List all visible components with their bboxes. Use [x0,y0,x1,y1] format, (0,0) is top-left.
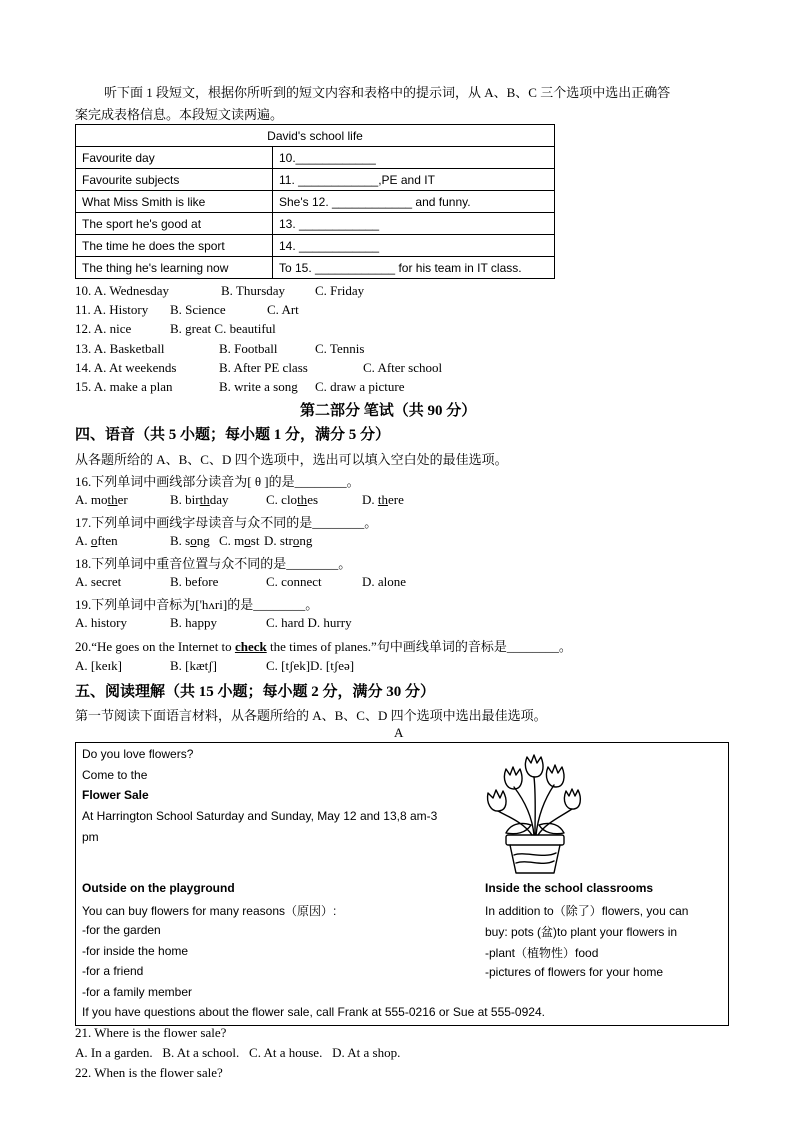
left-item: -for a family member [82,985,193,999]
question-17: 17.下列单词中画线字母读音与众不同的是________。 [75,515,378,530]
option-c: C. Tennis [315,341,365,356]
option-a: 11. A. History [75,302,149,317]
left-item: -for a friend [82,964,144,978]
ad-line1: Do you love flowers? [82,747,194,761]
q19-option-b: B. happy [170,615,217,630]
q17-option-d: D. strong [264,533,313,548]
row-value: To 15. ____________ for his team in IT class. [273,257,555,279]
option-c: C. After school [363,360,443,375]
left-item: You can buy flowers for many reasons（原因）: [82,904,337,918]
table-row [76,169,555,191]
option-c: C. draw a picture [315,379,405,394]
row-label: Favourite day [76,147,273,169]
option-b: B. After PE class [219,360,308,375]
option-a: 10. A. Wednesday [75,283,170,298]
option-b: B. Thursday [221,283,286,298]
reading-instruction: 第一节阅读下面语言材料，从各题所给的 A、B、C、D 四个选项中选出最佳选项。 [75,708,547,723]
part2-title: 第二部分 笔试（共 90 分） [300,403,477,419]
q18-option-b: B. before [170,574,219,589]
q20-option-b: B. [kætʃ] [170,658,217,673]
left-item: -for the garden [82,923,161,937]
option-b: B. write a song [219,379,298,394]
option-b: B. Science [170,302,226,317]
table-row [76,191,555,213]
question-19: 19.下列单词中音标为['hʌri]的是________。 [75,597,319,612]
question-18: 18.下列单词中重音位置与众不同的是________。 [75,556,352,571]
row-label: Favourite subjects [76,169,273,191]
potted-flowers-icon [484,745,584,877]
q16-option-b: B. birthday [170,492,229,507]
question-16: 16.下列单词中画线部分读音为[ θ ]的是________。 [75,474,360,489]
table-row [76,213,555,235]
row-value: 14. ____________ [273,235,555,257]
question-22: 22. When is the flower sale? [75,1065,223,1080]
phonetics-instruction: 从各题所给的 A、B、C、D 四个选项中，选出可以填入空白处的最佳选项。 [75,452,508,467]
q20-option-c: C. [tʃek]D. [tʃeə] [266,658,355,673]
reading-heading: 五、阅读理解（共 15 小题；每小题 2 分，满分 30 分） [75,684,436,700]
q18-option-c: C. connect [266,574,322,589]
ad-line4: pm [82,830,99,844]
ad-contact: If you have questions about the flower sale, call Frank at 555-0216 or Sue at 555-0924. [82,1005,545,1019]
q19-option-a: A. history [75,615,127,630]
row-value: 13. ____________ [273,213,555,235]
row-label: The time he does the sport [76,235,273,257]
row-value: 10.____________ [273,147,555,169]
listening-table [75,124,555,279]
ad-line3: At Harrington School Saturday and Sunday, May 12 and 13,8 am-3 [82,809,438,823]
ad-title: Flower Sale [82,788,149,802]
q17-option-b: B. song [170,533,210,548]
q17-option-a: A. often [75,533,118,548]
table-title: David's school life [76,125,555,147]
option-c: C. Friday [315,283,365,298]
row-value: She's 12. ____________ and funny. [273,191,555,213]
left-item: -for inside the home [82,944,189,958]
table-row [76,257,555,279]
option-a: 15. A. make a plan [75,379,173,394]
row-label: What Miss Smith is like [76,191,273,213]
q19-option-c: C. hard D. hurry [266,615,352,630]
underlined-word: check [234,639,267,654]
q16-option-a: A. mother [75,492,128,507]
right-item: buy: pots (盆)to plant your flowers in [485,925,678,939]
row-label: The thing he's learning now [76,257,273,279]
row-value: 11. ____________,PE and IT [273,169,555,191]
flower-sale-ad [75,742,729,1026]
option-c: C. Art [267,302,299,317]
listening-instruction-line1: 听下面 1 段短文，根据你所听到的短文内容和表格中的提示词，从 A、B、C 三个选项中选出正确答 [104,85,671,100]
q18-option-a: A. secret [75,574,122,589]
q20-option-a: A. [keɪk] [75,658,122,673]
left-column-heading: Outside on the playground [82,881,235,895]
q18-option-d: D. alone [362,574,407,589]
phonetics-heading: 四、语音（共 5 小题；每小题 1 分，满分 5 分） [75,427,391,443]
option-a: 12. A. nice [75,321,132,336]
option-b: B. Football [219,341,278,356]
listening-instruction-line2: 案完成表格信息。本段短文读两遍。 [75,107,284,122]
right-item: -plant（植物性）food [485,946,599,960]
passage-label: A [394,725,404,740]
right-item: In addition to（除了）flowers, you can [485,904,689,918]
right-column-heading: Inside the school classrooms [485,881,654,895]
option-b: B. great C. beautiful [170,321,276,336]
option-a: 14. A. At weekends [75,360,177,375]
table-row [76,235,555,257]
right-item: -pictures of flowers for your home [485,965,664,979]
question-20: 20.“He goes on the Internet to check the times of planes.”句中画线单词的音标是________。 [75,639,572,654]
option-a: 13. A. Basketball [75,341,165,356]
q17-option-c: C. most [219,533,260,548]
q21-options: A. In a garden. B. At a school. C. At a house. D. At a shop. [75,1045,401,1060]
ad-line2: Come to the [82,768,148,782]
row-label: The sport he's good at [76,213,273,235]
q16-option-d: D. there [362,492,404,507]
table-row [76,147,555,169]
question-21: 21. Where is the flower sale? [75,1025,227,1040]
q16-option-c: C. clothes [266,492,319,507]
